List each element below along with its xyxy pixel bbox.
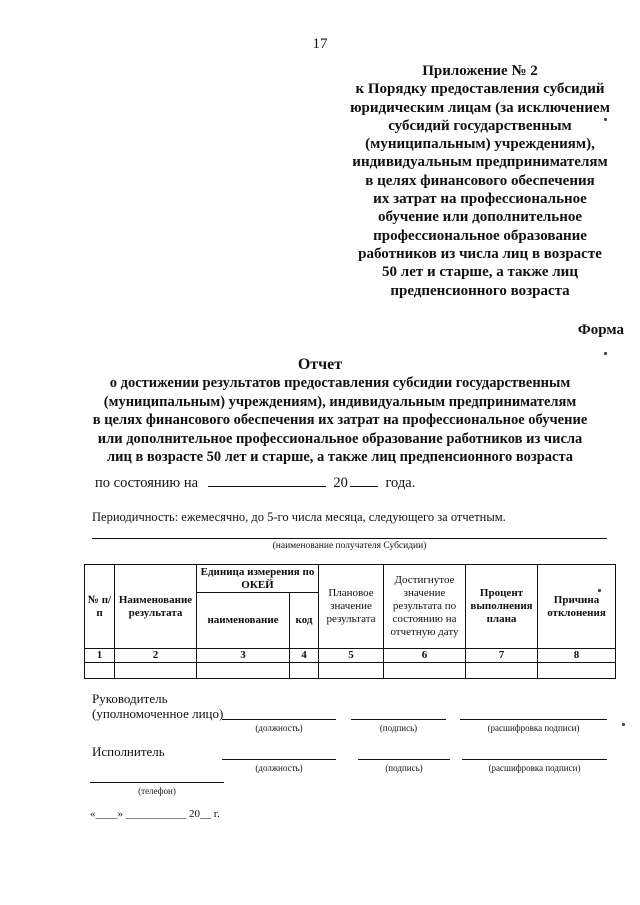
column-number: 4: [290, 649, 319, 663]
subtitle-line: или дополнительное профессиональное образование работников из числа: [97, 430, 583, 447]
executor-label: Исполнитель: [92, 744, 165, 759]
subtitle-line: лиц в возрасте 50 лет и старше, а также лиц предпенсионного возраста: [106, 449, 574, 465]
executor-decoding-line[interactable]: [462, 759, 607, 760]
year-blank-field[interactable]: [350, 474, 378, 487]
page-number: 17: [312, 36, 328, 52]
scan-speck: [622, 723, 625, 726]
head-authorized-label: (уполномоченное лицо): [92, 706, 224, 721]
annex-heading: [330, 62, 630, 300]
results-table: [84, 564, 616, 679]
caption-decoding: (расшифровка подписи): [488, 763, 581, 773]
annex-line: обучение или дополнительное: [377, 209, 583, 226]
annex-line: их затрат на профессиональное: [373, 191, 587, 208]
header-percent: Процент выполнения плана: [466, 565, 538, 649]
report-subtitle: [60, 374, 620, 467]
table-cell[interactable]: [319, 663, 384, 679]
table-cell[interactable]: [466, 663, 538, 679]
table-cell[interactable]: [197, 663, 290, 679]
table-cell[interactable]: [115, 663, 197, 679]
executor-signature-line[interactable]: [358, 759, 450, 760]
caption-position: (должность): [255, 763, 303, 773]
annex-line: 50 лет и старше, а также лиц: [382, 264, 578, 281]
annex-line: индивидуальным предпринимателям: [352, 154, 608, 171]
date-line: «____» ___________ 20__ г.: [90, 808, 220, 820]
annex-line: к Порядку предоставления субсидий: [355, 81, 605, 98]
subtitle-line: (муниципальным) учреждениям), индивидуальным предпринимателям: [103, 393, 577, 410]
header-reason: Причина отклонения: [538, 565, 616, 649]
date-blank-field[interactable]: [208, 474, 326, 487]
subtitle-line: о достижении результатов предоставления субсидии государственным: [109, 375, 571, 391]
scan-speck: [604, 118, 607, 121]
caption-signature: (подпись): [385, 763, 423, 773]
as-of-date-row: [95, 474, 415, 492]
subtitle-line: в целях финансового обеспечения их затрат на профессиональное обучение: [92, 412, 588, 428]
periodicity-note: Периодичность: ежемесячно, до 5-го числа месяца, следующего за отчетным.: [92, 510, 506, 524]
annex-line: профессиональное образование: [373, 227, 587, 244]
header-unit-name: наименование: [197, 593, 290, 649]
form-label: Форма: [577, 322, 624, 338]
as-of-suffix: года.: [385, 475, 416, 491]
head-position-line[interactable]: [222, 719, 336, 720]
header-unit-group: Единица измерения по ОКЕЙ: [197, 565, 319, 593]
table-cell[interactable]: [85, 663, 115, 679]
column-number: 7: [466, 649, 538, 663]
table-cell[interactable]: [538, 663, 616, 679]
column-number: 3: [197, 649, 290, 663]
annex-line: (муниципальным) учреждениям),: [365, 136, 595, 153]
annex-line: юридическим лицам (за исключением: [350, 99, 610, 116]
phone-line[interactable]: [90, 782, 224, 783]
annex-line: предпенсионного возраста: [390, 282, 570, 299]
caption-signature: (подпись): [379, 723, 418, 733]
annex-line: в целях финансового обеспечения: [365, 172, 595, 189]
annex-line: Приложение № 2: [422, 63, 538, 79]
recipient-blank-line[interactable]: [92, 538, 607, 539]
recipient-caption: (наименование получателя Субсидии): [272, 541, 427, 551]
as-of-prefix: по состоянию на: [95, 475, 199, 491]
table-cell[interactable]: [384, 663, 466, 679]
head-decoding-line[interactable]: [460, 719, 607, 720]
column-number: 2: [115, 649, 197, 663]
annex-line: работников из числа лиц в возрасте: [358, 245, 602, 262]
scan-speck: [598, 589, 601, 592]
caption-position: (должность): [255, 723, 303, 733]
header-result-name: Наименование результата: [115, 565, 197, 649]
header-unit-code: код: [290, 593, 319, 649]
column-number: 1: [85, 649, 115, 663]
header-num: № п/п: [85, 565, 115, 649]
executor-position-line[interactable]: [222, 759, 336, 760]
scan-speck: [604, 352, 607, 355]
column-number: 5: [319, 649, 384, 663]
header-planned: Плановое значение результата: [319, 565, 384, 649]
annex-line: субсидий государственным: [388, 117, 572, 134]
report-title: Отчет: [297, 356, 343, 373]
header-achieved: Достигнутое значение результата по состоянию на отчетную дату: [384, 565, 466, 649]
caption-phone: (телефон): [138, 786, 176, 796]
head-signature-line[interactable]: [351, 719, 446, 720]
column-number: 8: [538, 649, 616, 663]
year-prefix: 20: [333, 475, 348, 491]
head-label: Руководитель: [92, 691, 168, 706]
caption-decoding: (расшифровка подписи): [487, 723, 580, 733]
table-cell[interactable]: [290, 663, 319, 679]
column-number: 6: [384, 649, 466, 663]
